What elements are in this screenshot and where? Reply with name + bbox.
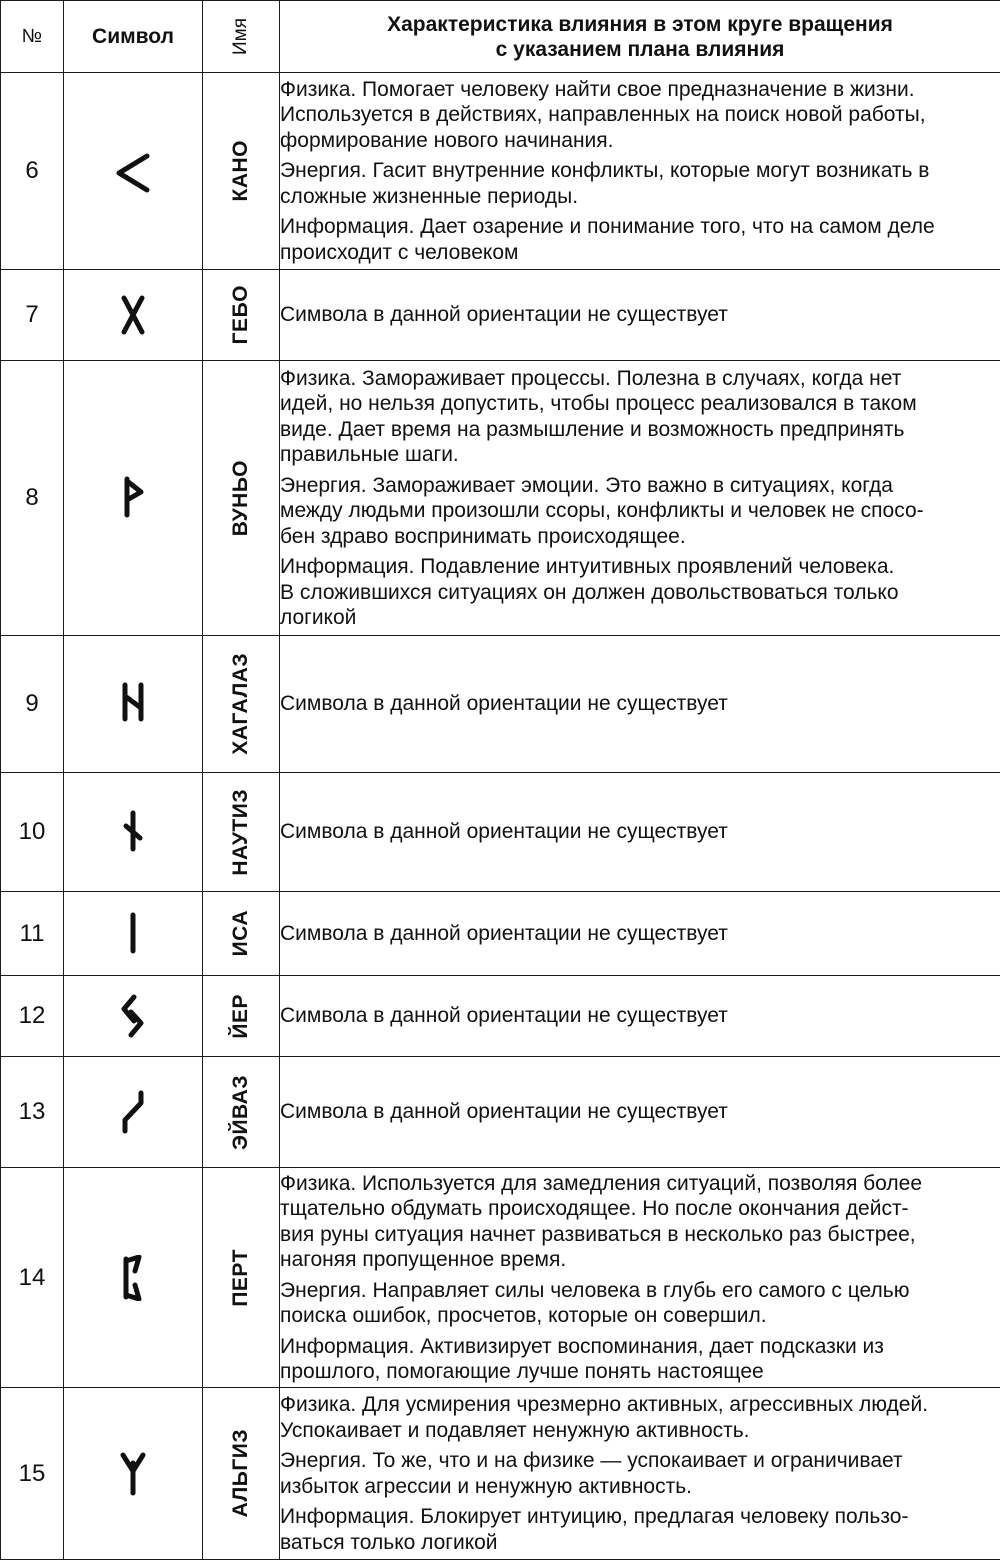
gebo-rune-icon: [113, 292, 153, 338]
description-line: Информация. Подавление интуитивных проявлений человека.: [280, 554, 1000, 580]
rune-number: 7: [1, 270, 64, 361]
description-paragraph: [280, 214, 1000, 265]
description-line: Символа в данной ориентации не существует: [280, 1003, 1000, 1029]
table-row: [1, 270, 1000, 361]
hagalaz-rune-icon: [113, 681, 153, 727]
rune-symbol-cell: [64, 1057, 203, 1168]
description-line: Энергия. Замораживает эмоции. Это важно в ситуациях, когда: [280, 473, 1000, 499]
rune-description: [280, 270, 1000, 361]
rune-name: ЙЕР: [229, 994, 253, 1039]
description-paragraph: [280, 691, 1000, 717]
rune-name-cell: [203, 1168, 280, 1388]
description-paragraph: [280, 1334, 1000, 1385]
table-row: [1, 73, 1000, 270]
rune-description: [280, 1057, 1000, 1168]
description-paragraph: [280, 77, 1000, 154]
description-line: Символа в данной ориентации не существует: [280, 1099, 1000, 1125]
description-paragraph: [280, 1003, 1000, 1029]
table-row: [1, 361, 1000, 636]
description-line: прошлого, помогающие лучше понять настоящее: [280, 1359, 1000, 1385]
rune-name-cell: [203, 1057, 280, 1168]
rune-symbol-cell: [64, 773, 203, 892]
rune-description: [280, 976, 1000, 1057]
rune-name-cell: [203, 892, 280, 976]
description-line: ваться только логикой: [280, 1530, 1000, 1556]
description-line: формирование нового начинания.: [280, 128, 1000, 154]
rune-name-cell: [203, 1388, 280, 1560]
description-paragraph: [280, 473, 1000, 550]
description-line: нагоняя пропущенное время.: [280, 1247, 1000, 1273]
header-description-line: Характеристика влияния в этом круге вращения: [280, 12, 1000, 37]
description-line: Энергия. Гасит внутренние конфликты, которые могут возникать в: [280, 158, 1000, 184]
description-line: между людьми произошли ссоры, конфликты и человек не спосо-: [280, 498, 1000, 524]
description-line: Успокаивает и подавляет ненужную активность.: [280, 1418, 1000, 1444]
rune-number: 14: [1, 1168, 64, 1388]
rune-name-cell: [203, 636, 280, 773]
description-paragraph: [280, 1392, 1000, 1443]
table-row: [1, 1057, 1000, 1168]
rune-name-cell: [203, 976, 280, 1057]
description-paragraph: [280, 554, 1000, 631]
rune-name: ВУНЬО: [229, 460, 253, 536]
rune-name-cell: [203, 270, 280, 361]
description-line: Физика. Помогает человеку найти свое предназначение в жизни.: [280, 77, 1000, 103]
description-line: бен здраво воспринимать происходящее.: [280, 524, 1000, 550]
rune-name-cell: [203, 361, 280, 636]
rune-name: ГЕБО: [229, 285, 253, 344]
rune-name-cell: [203, 773, 280, 892]
description-line: Символа в данной ориентации не существует: [280, 302, 1000, 328]
description-line: происходит с человеком: [280, 240, 1000, 266]
description-line: Информация. Блокирует интуицию, предлагая человеку пользо-: [280, 1504, 1000, 1530]
rune-description: [280, 1168, 1000, 1388]
description-paragraph: [280, 302, 1000, 328]
rune-symbol-cell: [64, 636, 203, 773]
description-line: Символа в данной ориентации не существует: [280, 691, 1000, 717]
rune-symbol-cell: [64, 892, 203, 976]
rune-symbol-cell: [64, 270, 203, 361]
wunjo-rune-icon: [113, 475, 153, 521]
header-number: №: [1, 1, 64, 73]
header-name-label: Имя: [230, 18, 252, 55]
rune-number: 15: [1, 1388, 64, 1560]
nauthiz-rune-icon: [113, 809, 153, 855]
header-description: [280, 1, 1000, 73]
rune-description: [280, 1388, 1000, 1560]
description-line: Физика. Используется для замедления ситуаций, позволяя более: [280, 1171, 1000, 1197]
rune-number: 8: [1, 361, 64, 636]
description-line: Физика. Замораживает процессы. Полезна в случаях, когда нет: [280, 366, 1000, 392]
description-line: Энергия. То же, что и на физике — успокаивает и ограничивает: [280, 1448, 1000, 1474]
rune-name: НАУТИЗ: [229, 789, 253, 876]
table-row: [1, 976, 1000, 1057]
description-line: вия руны ситуация начнет развиваться в несколько раз быстрее,: [280, 1222, 1000, 1248]
description-paragraph: [280, 1099, 1000, 1125]
rune-number: 13: [1, 1057, 64, 1168]
table-row: [1, 892, 1000, 976]
description-line: Информация. Дает озарение и понимание того, что на самом деле: [280, 214, 1000, 240]
description-line: Символа в данной ориентации не существует: [280, 819, 1000, 845]
description-line: сложные жизненные периоды.: [280, 184, 1000, 210]
rune-name: ЭЙВАЗ: [229, 1075, 253, 1150]
table-row: [1, 1168, 1000, 1388]
rune-description: [280, 636, 1000, 773]
description-line: логикой: [280, 605, 1000, 631]
description-paragraph: [280, 819, 1000, 845]
description-line: виде. Дает время на размышление и возможность предпринять: [280, 417, 1000, 443]
description-line: правильные шаги.: [280, 442, 1000, 468]
description-paragraph: [280, 366, 1000, 468]
description-line: В сложившихся ситуациях он должен довольствоваться только: [280, 580, 1000, 606]
rune-name: АЛЬГИЗ: [229, 1429, 253, 1517]
rune-name-cell: [203, 73, 280, 270]
jera-rune-icon: [113, 993, 153, 1039]
rune-symbol-cell: [64, 1168, 203, 1388]
description-line: Используется в действиях, направленных на поиск новой работы,: [280, 102, 1000, 128]
header-symbol: Символ: [64, 1, 203, 73]
table-row: [1, 636, 1000, 773]
rune-description: [280, 73, 1000, 270]
rune-name: КАНО: [229, 140, 253, 201]
description-paragraph: [280, 1504, 1000, 1555]
description-paragraph: [280, 158, 1000, 209]
rune-name: ИСА: [229, 910, 253, 956]
rune-number: 9: [1, 636, 64, 773]
table-row: [1, 1388, 1000, 1560]
rune-symbol-cell: [64, 361, 203, 636]
rune-number: 10: [1, 773, 64, 892]
rune-description: [280, 773, 1000, 892]
isa-rune-icon: [113, 911, 153, 957]
rune-symbol-cell: [64, 73, 203, 270]
header-description-line: с указанием плана влияния: [280, 37, 1000, 62]
eihwaz-rune-icon: [113, 1089, 153, 1135]
description-line: тщательно обдумать происходящее. Но после окончания дейст-: [280, 1196, 1000, 1222]
rune-number: 11: [1, 892, 64, 976]
description-paragraph: [280, 1278, 1000, 1329]
description-line: Символа в данной ориентации не существует: [280, 921, 1000, 947]
rune-symbol-cell: [64, 1388, 203, 1560]
description-line: Энергия. Направляет силы человека в глубь его самого с целью: [280, 1278, 1000, 1304]
rune-description: [280, 361, 1000, 636]
description-line: Физика. Для усмирения чрезмерно активных, агрессивных людей.: [280, 1392, 1000, 1418]
rune-name: ХАГАЛАЗ: [229, 653, 253, 755]
description-paragraph: [280, 1448, 1000, 1499]
description-line: избыток агрессии и ненужную активность.: [280, 1474, 1000, 1500]
kano-rune-icon: [113, 148, 153, 194]
description-line: идей, но нельзя допустить, чтобы процесс реализовался в таком: [280, 391, 1000, 417]
rune-name: ПЕРТ: [229, 1249, 253, 1307]
description-line: Информация. Активизирует воспоминания, дает подсказки из: [280, 1334, 1000, 1360]
rune-number: 12: [1, 976, 64, 1057]
perth-rune-icon: [113, 1255, 153, 1301]
rune-symbol-cell: [64, 976, 203, 1057]
description-line: поиска ошибок, просчетов, которые он совершил.: [280, 1303, 1000, 1329]
description-paragraph: [280, 1171, 1000, 1273]
table-row: [1, 773, 1000, 892]
algiz-rune-icon: [113, 1451, 153, 1497]
table-header-row: [1, 1, 1000, 73]
description-paragraph: [280, 921, 1000, 947]
rune-number: 6: [1, 73, 64, 270]
rune-description: [280, 892, 1000, 976]
header-name: [203, 1, 280, 73]
